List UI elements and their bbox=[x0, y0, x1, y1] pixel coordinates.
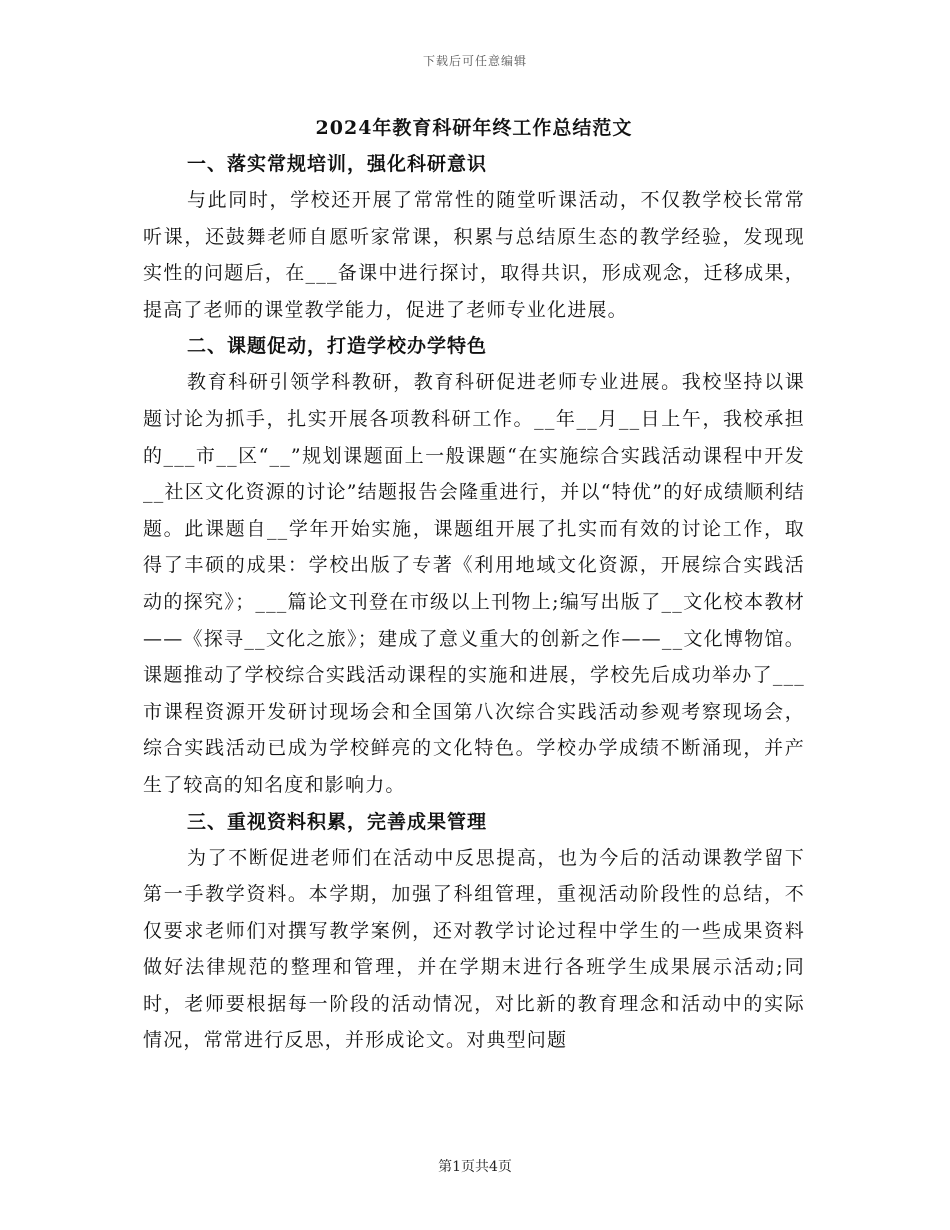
section-1 bbox=[143, 146, 805, 328]
header-note: 下载后可任意编辑 bbox=[422, 54, 527, 68]
section-paragraph: 教育科研引领学科教研，教育科研促进老师专业进展。我校坚持以课题讨论为抓手，扎实开展各项教科研工作。__年__月__日上午，我校承担的___市__区“__”规划课题面上一般课题“在实施综合实践活动课程中开发__社区文化资源的讨论”结题报告会隆重进行，并以“特优”的好成绩顺利结题。此课题自__学年开始实施，课题组开展了扎实而有效的讨论工作，取得了丰硕的成果：学校出版了专著《利用地域文化资源，开展综合实践活动的探究》；___篇论文刊登在市级以上刊物上;编写出版了__文化校本教材——《探寻__文化之旅》；建成了意义重大的创新之作——__文化博物馆。课题推动了学校综合实践活动课程的实施和进展，学校先后成功举办了___市课程资源开发研讨现场会和全国第八次综合实践活动参观考察现场会，综合实践活动已成为学校鲜亮的文化特色。学校办学成绩不断涌现，并产生了较高的知名度和影响力。 bbox=[143, 371, 805, 796]
section-3 bbox=[143, 804, 805, 1060]
section-heading: 三、重视资料积累，完善成果管理 bbox=[187, 810, 488, 833]
document-title: 2024年教育科研年终工作总结范文 bbox=[315, 117, 633, 139]
section-heading: 一、落实常规培训，强化科研意识 bbox=[187, 153, 488, 175]
page-number: 第1页共4页 bbox=[438, 1159, 512, 1175]
document-body bbox=[143, 112, 805, 1059]
section-heading: 二、课题促动，打造学校办学特色 bbox=[187, 335, 488, 358]
section-2 bbox=[143, 328, 805, 803]
section-paragraph: 为了不断促进老师们在活动中反思提高，也为今后的活动课教学留下第一手教学资料。本学期，加强了科组管理，重视活动阶段性的总结，不仅要求老师们对撰写教学案例，还对教学讨论过程中学生的一些成果资料做好法律规范的整理和管理，并在学期末进行各班学生成果展示活动;同时，老师要根据每一阶段的活动情况，对比新的教育理念和活动中的实际情况，常常进行反思，并形成论文。对典型问题 bbox=[143, 846, 805, 1052]
section-paragraph: 与此同时，学校还开展了常常性的随堂听课活动，不仅教学校长常常听课，还鼓舞老师自愿听家常课，积累与总结原生态的教学经验，发现现实性的问题后，在___备课中进行探讨，取得共识，形成观念，迁移成果，提高了老师的课堂教学能力，促进了老师专业化进展。 bbox=[143, 189, 805, 321]
